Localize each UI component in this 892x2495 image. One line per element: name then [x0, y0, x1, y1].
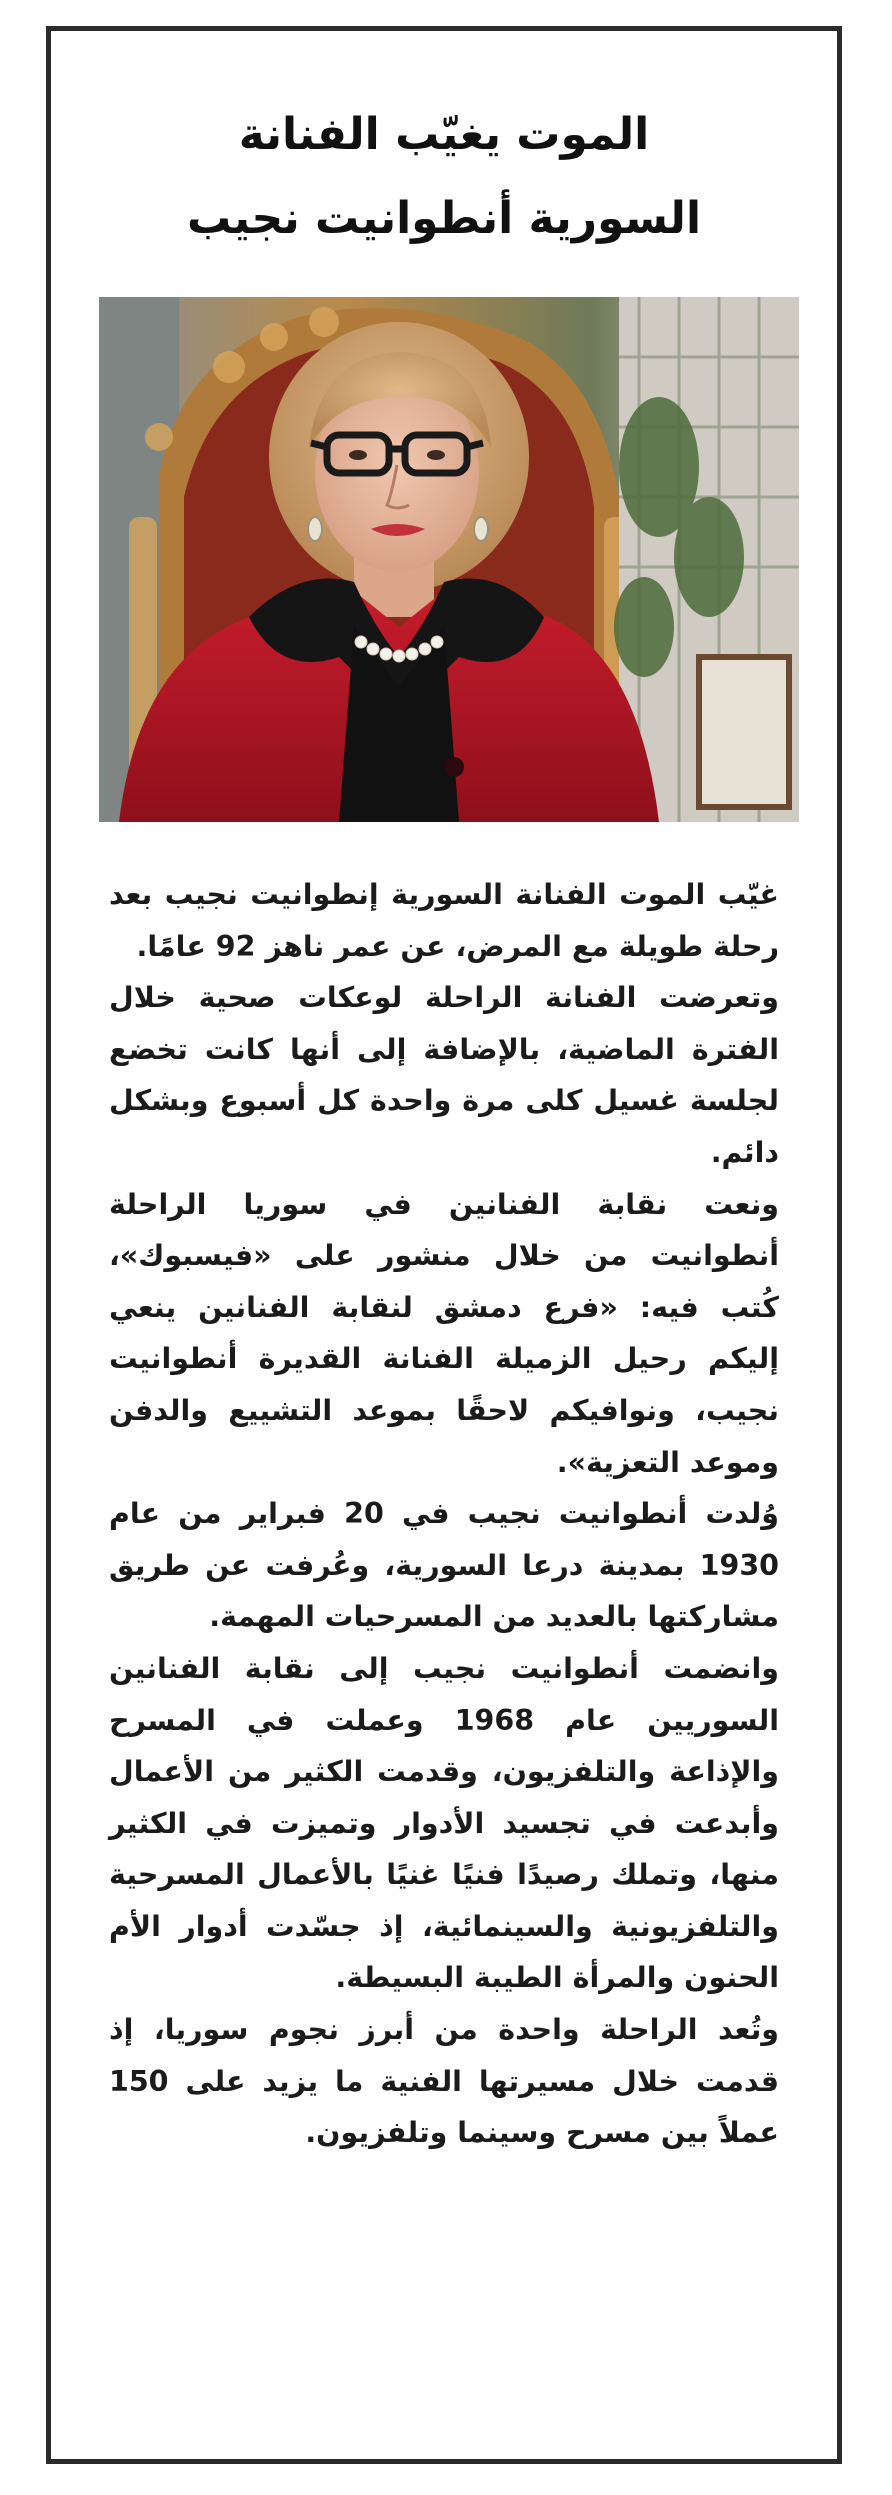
headline-line-2: السورية أنطوانيت نجيب [186, 193, 702, 244]
article-paragraph-2: وتعرضت الفنانة الراحلة لوعكات صحية خلال الفترة الماضية، بالإضافة إلى أنها كانت تخضع لجلسة غسيل كلى مرة واحدة كل أسبوع وبشكل دائم. [109, 981, 779, 1169]
headline-line-1: الموت يغيّب الفنانة [238, 109, 650, 160]
portrait-photo-icon [99, 297, 799, 822]
article-paragraph-3: ونعت نقابة الفنانين في سوريا الراحلة أنطوانيت من خلال منشور على «فيسبوك»، كُتب فيه: «فرع دمشق لنقابة الفنانين ينعي إليكم رحيل الزميلة الفنانة القديرة أنطوانيت نجيب، ونوافيكم لاحقًا بموعد التشييع والدفن وموعد التعزية». [109, 1187, 779, 1479]
article-paragraph-4: وُلدت أنطوانيت نجيب في 20 فبراير من عام 1930 بمدينة درعا السورية، وعُرفت عن طريق مشاركتها بالعديد من المسرحيات المهمة. [109, 1497, 779, 1634]
article-paragraph-5: وانضمت أنطوانيت نجيب إلى نقابة الفنانين السوريين عام 1968 وعملت في المسرح والإذاعة والتلفزيون، وقدمت الكثير من الأعمال وأبدعت في تجسيد الأدوار وتميزت في الكثير منها، وتملك رصيدًا فنيًا غنيًا بالأعمال المسرحية والتلفزيونية والسينمائية، إذ جسّدت أدوار الأم الحنون والمرأة الطيبة البسيطة. [109, 1651, 779, 1995]
article-paragraph-6: وتُعد الراحلة واحدة من أبرز نجوم سوريا، إذ قدمت خلال مسيرتها الفنية ما يزيد على 150 عملاً بين مسرح وسينما وتلفزيون. [109, 2013, 779, 2150]
article-frame [46, 26, 842, 2464]
article-body [109, 869, 779, 2159]
article-headline [51, 93, 837, 261]
article-photo [99, 297, 799, 822]
article-paragraph-1: غيّب الموت الفنانة السورية إنطوانيت نجيب بعد رحلة طويلة مع المرض، عن عمر ناهز 92 عامًا. [109, 878, 779, 963]
